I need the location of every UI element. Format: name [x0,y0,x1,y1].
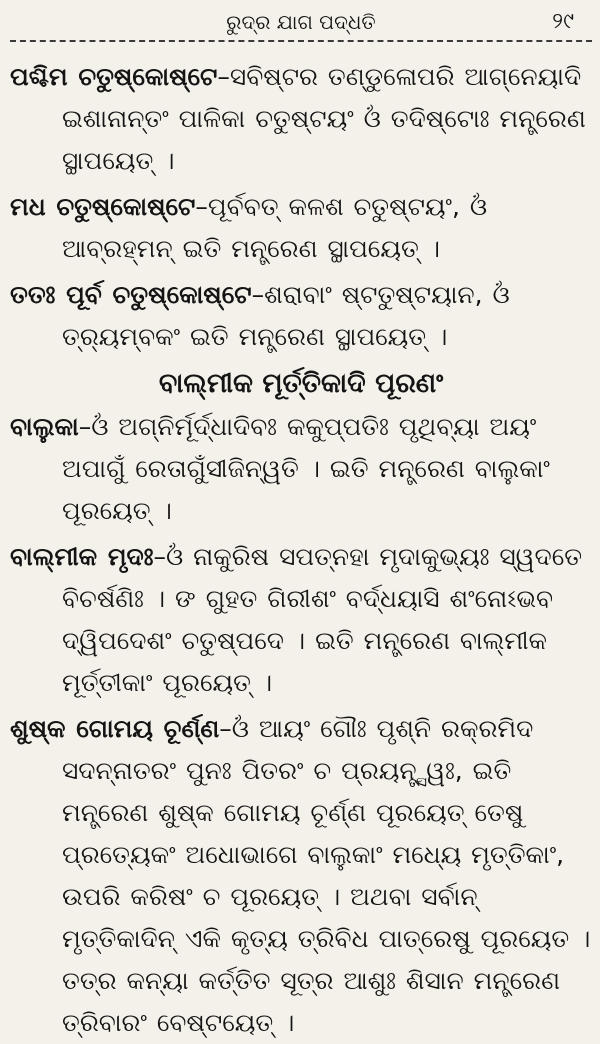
section-heading: ବାଲ୍ମୀକ ମୂର୍ତ୍ତିକାଦି ପୂରଣଂ [158,368,444,399]
running-header [10,6,592,38]
header-divider [10,40,592,42]
paragraph-west-quadrant [10,56,592,182]
paragraph-text: –ଓଁ ନାକୁରିଷ ସପତ୍ନହା ମୃଦାକୁଭ୍ୟଃ ସ୍ୱଦତେ ବିଚର୍ଷଣିଃ । ଙ ଗୁହତ ଗିରୀଶଂ ବର୍ଦ୍ଧୟାସି ଶଂନୋଽଭବ ଦ୍ୱିପଦେଶଂ ଚତୁଷ୍ପଦେ । ଇତି ମନ୍ତ୍ରେଣ ବାଲ୍ମୀକ ମୂର୍ତ୍ତୀକାଂ ପୂରୟେତ୍ । [62,542,583,697]
paragraph-term: ମଧ ଚତୁଷ୍କୋଷ୍ଟେ [10,192,196,221]
paragraph-term: ବାଲ୍ମୀକ ମୃଦଃ [10,542,154,571]
paragraph-dry-cowdung-powder [10,708,592,1044]
paragraph-east-quadrant [10,274,592,358]
paragraph-term: ପଶ୍ଚିମ ଚତୁଷ୍କୋଷ୍ଟେ [10,62,218,91]
page-number: ୨୯ [552,9,574,34]
paragraph-sand [10,406,592,532]
paragraph-term: ତତଃ ପୂର୍ବ ଚତୁଷ୍କୋଷ୍ଟେ [10,280,252,309]
paragraph-anthill-soil [10,536,592,704]
paragraph-text: –ପୂର୍ବବତ୍ କଳଶ ଚତୁଷ୍ଟୟଂ, ଓଁ ଆବ୍ରହ୍ମନ୍ ଇତି ମନ୍ତ୍ରେଣ ସ୍ଥାପୟେତ୍ । [62,192,488,263]
paragraph-text: –ସବିଷ୍ଟର ତଣ୍ଡୁଳୋପରି ଆଗ୍ନେୟାଦି ଇଶାନାନ୍ତଂ ପାଳିକା ଚତୁଷ୍ଟୟଂ ଓଁ ତଦିଷ୍ଟୋଃ ମନ୍ତ୍ରେଣ ସ୍ଥାପୟେତ୍ । [62,62,586,175]
paragraph-text: –ଓଁ ଆୟଂ ଗୌଃ ପୃଶ୍ନି ରକ୍ରମିଦ ସଦନ୍ନାତରଂ ପୁନଃ ପିତରଂ ଚ ପ୍ରୟନ୍ତ୍ସ୍ୱଃ, ଇତି ମନ୍ତ୍ରେଣ ଶୁଷ୍କ ଗୋମୟ ଚୂର୍ଣ୍ଣ ପୂରୟେତ୍ ତେଷୁ ପ୍ରତ୍ୟେକଂ ଅଧୋଭାଗେ ବାଲୁକାଂ ମଧ୍ୟେ ମୃତ୍ତିକାଂ, ଉପରି କରିଷଂ ଚ ପୂରୟେତ୍ । ଅଥବା ସର୍ବାନ୍ ମୃତ୍ତିକାଦିନ୍ ଏକି କୃତ୍ୟ ତ୍ରିବିଧ ପାତ୍ରେଷୁ ପୂରୟେତ । ତତ୍ର କନ୍ୟା କର୍ତ୍ତିତ ସୂତ୍ର ଆଶୁଃ ଶିସାନ ମନ୍ତ୍ରେଣ ତ୍ରିବାରଂ ବେଷ୍ଟୟେତ୍ । [62,714,591,1037]
paragraph-term: ଶୁଷ୍କ ଗୋମୟ ଚୂର୍ଣ୍ଣ [10,714,220,743]
paragraph-text: –ଓଁ ଅଗ୍ନିର୍ମୂର୍ଦ୍ଧାଦିବଃ କକୁପ୍ପତିଃ ପୃଥିବ୍ୟା ଅୟଂ ଅପାଗୁଁ ରେତାଗୁଁସୀଜିନ୍ୱତି । ଇତି ମନ୍ତ୍ରେଣ ବାଲୁକାଂ ପୂରୟେତ୍ । [62,412,550,525]
running-header-title: ରୁଦ୍ର ଯାଗ ପଦ୍ଧତି [226,10,376,34]
paragraph-middle-quadrant [10,186,592,270]
paragraph-term: ବାଲୁକା [10,412,79,441]
paragraph-text: –ଶରାବାଂ ଷ୍ଟତୁଷ୍ଟୟାନ, ଓଁ ତ୍ର୍ୟମ୍ବକଂ ଇତି ମନ୍ତ୍ରେଣ ସ୍ଥାପୟେତ୍ । [62,280,510,351]
